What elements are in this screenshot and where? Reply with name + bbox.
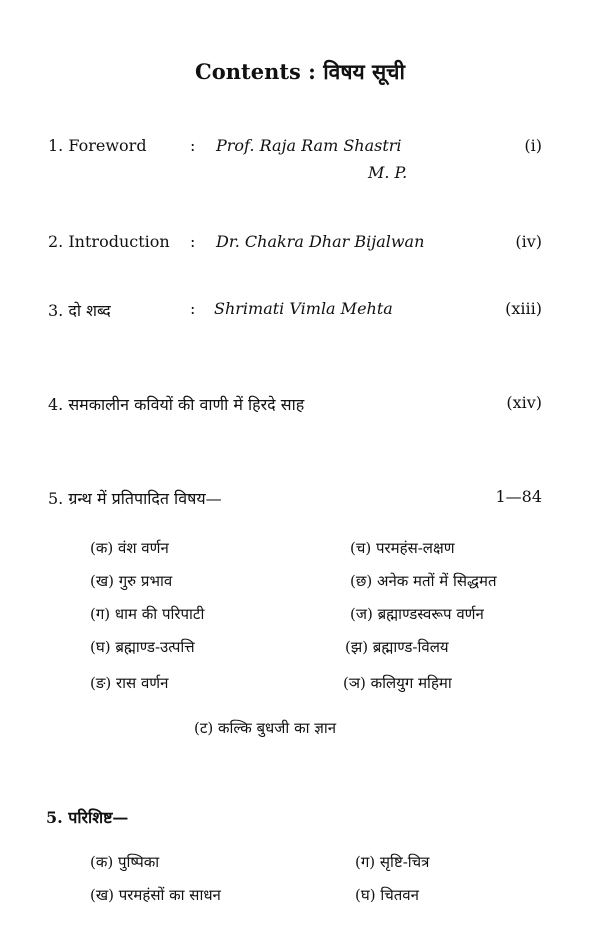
section-5-item: (घ) ब्रह्माण्ड-उत्पत्ति [90,638,195,656]
entry-1-label [48,136,147,155]
entry-2-label [48,232,170,251]
entry-label: Foreword [68,136,147,155]
section-5-item-last: (ट) कल्कि बुधजी का ज्ञान [194,719,337,737]
section-5-item: (छ) अनेक मतों में सिद्धमत [350,572,497,590]
entry-4-page: (xiv) [506,393,542,412]
entry-3-author: Shrimati Vimla Mehta [214,299,393,318]
appendix-item: (क) पुष्पिका [90,853,160,871]
entry-number: 4. [48,395,64,414]
appendix-heading: 5. परिशिष्ट— [46,808,129,827]
entry-3-page: (xiii) [505,299,542,318]
section-5-item: (ग) धाम की परिपाटी [90,605,205,623]
appendix-item: (ग) सृष्टि-चित्र [355,853,430,871]
entry-1-page: (i) [524,136,542,155]
section-5-item: (ज) ब्रह्माण्डस्वरूप वर्णन [350,605,484,623]
entry-4-label [48,393,304,415]
section-5-item: (झ) ब्रह्माण्ड-विलय [345,638,449,656]
section-5-item: (ञ) कलियुग महिमा [343,674,452,692]
section-5-item: (क) वंश वर्णन [90,539,169,557]
entry-number: 3. [48,301,64,320]
section-5-item: (ङ) रास वर्णन [90,674,169,692]
entry-1-author: Prof. Raja Ram Shastri [216,136,402,155]
entry-label: दो शब्द [68,301,111,320]
entry-1-author-line2: M. P. [368,163,408,182]
entry-label: Introduction [68,232,170,251]
entry-2-author: Dr. Chakra Dhar Bijalwan [216,232,425,251]
section-5-page: 1—84 [495,487,542,506]
entry-1-separator: : [190,136,196,155]
entry-2-page: (iv) [515,232,542,251]
entry-3-label [48,299,111,321]
entry-2-separator: : [190,232,196,251]
entry-3-separator: : [190,299,196,318]
appendix-item: (घ) चितवन [355,886,419,904]
page-title: Contents : विषय सूची [195,59,405,84]
entry-number: 1. [48,136,64,155]
appendix-item: (ख) परमहंसों का साधन [90,886,221,904]
entry-number: 2. [48,232,64,251]
entry-label: समकालीन कवियों की वाणी में हिरदे साह [68,395,305,414]
section-5-item: (ख) गुरु प्रभाव [90,572,173,590]
section-5-item: (च) परमहंस-लक्षण [350,539,455,557]
section-5-heading: 5. ग्रन्थ में प्रतिपादित विषय— [48,489,222,508]
